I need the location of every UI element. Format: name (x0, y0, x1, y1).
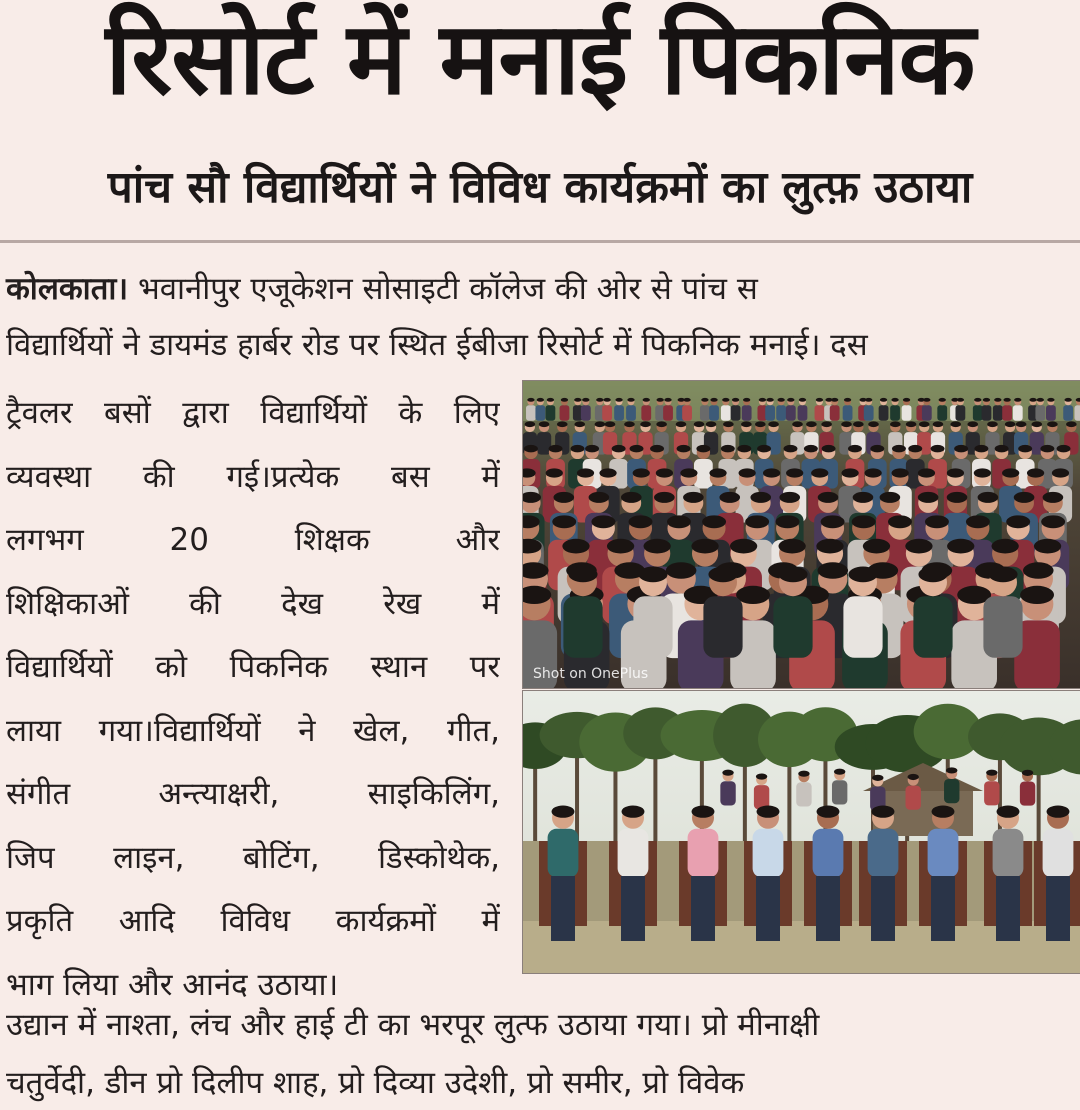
column-line: भाग लिया और आनंद उठाया। (6, 966, 339, 1003)
group-photo-students (522, 380, 1080, 689)
lead-paragraph-line-1 (6, 262, 758, 316)
column-line: ट्रैवलर बसों द्वारा विद्यार्थियों के लिए (6, 395, 500, 431)
column-line: प्रकृति आदि विविध कार्यक्रमों में (6, 903, 500, 939)
body-text-column (6, 382, 500, 1017)
headline: रिसोर्ट में मनाई पिकनिक (105, 0, 975, 117)
photo-watermark: Shot on OnePlus (533, 666, 649, 682)
bottom-paragraph-line-2: चतुर्वेदी, डीन प्रो दिलीप शाह, प्रो दिव्या उदेशी, प्रो समीर, प्रो विवेक (6, 1065, 745, 1101)
dateline: कोलकाता। (6, 271, 129, 307)
column-line: व्यवस्था की गई।प्रत्येक बस में (6, 458, 500, 495)
column-line: लाया गया।विद्यार्थियों ने खेल, गीत, (6, 712, 500, 749)
lead-line-1-text: भवानीपुर एजूकेशन सोसाइटी कॉलेज की ओर से पांच स (128, 271, 758, 307)
group-photo-faculty (522, 690, 1080, 974)
column-line: जिप लाइन, बोटिंग, डिस्कोथेक, (6, 839, 500, 876)
column-line: लगभग 20 शिक्षक और (6, 522, 500, 558)
column-line: शिक्षिकाओं की देख रेख में (6, 585, 500, 622)
column-line: संगीत अन्त्याक्षरी, साइकिलिंग, (6, 776, 500, 812)
divider (0, 240, 1080, 243)
lead-paragraph-line-2: विद्यार्थियों ने डायमंड हार्बर रोड पर स्थित ईबीजा रिसोर्ट में पिकनिक मनाई। दस (6, 327, 868, 363)
subheadline: पांच सौ विद्यार्थियों ने विविध कार्यक्रमों का लुत्फ़ उठाया (107, 162, 973, 213)
column-line: विद्यार्थियों को पिकनिक स्थान पर (6, 649, 500, 685)
bottom-paragraph-line-1: उद्यान में नाश्ता, लंच और हाई टी का भरपूर लुत्फ उठाया गया। प्रो मीनाक्षी (6, 1007, 820, 1043)
